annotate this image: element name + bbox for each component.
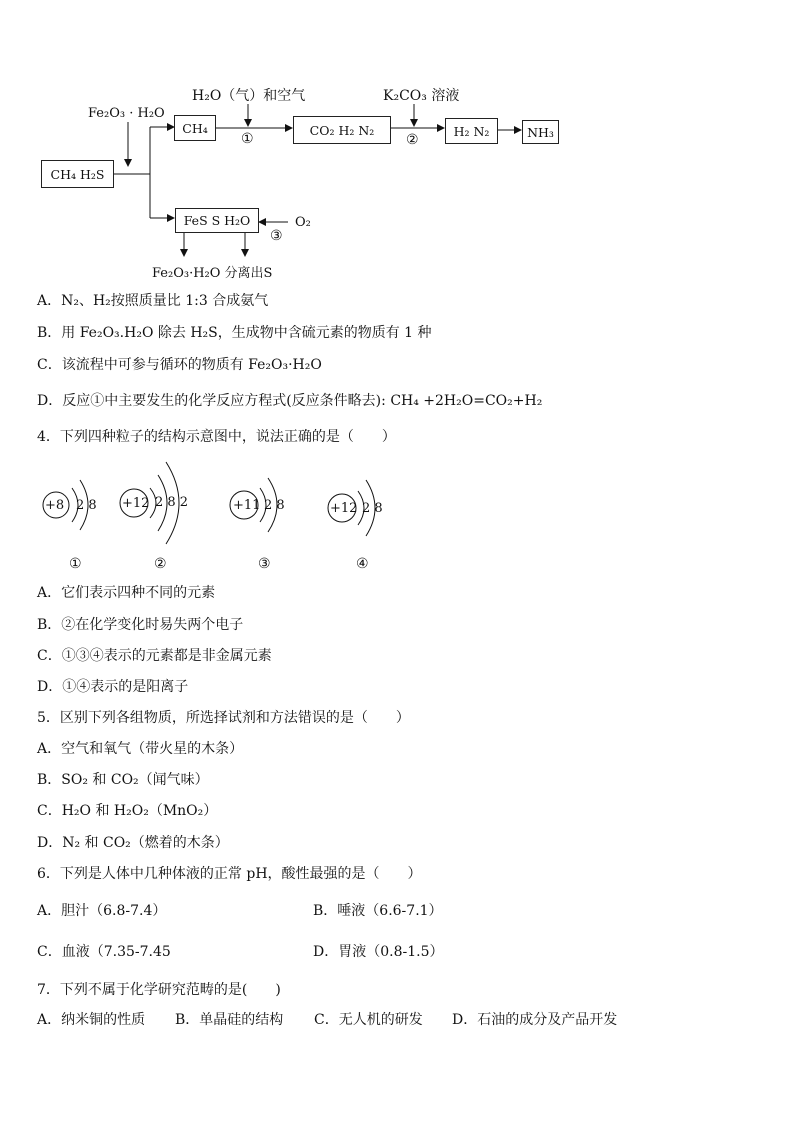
q7-stem: 7．下列不属于化学研究范畴的是( ) [37, 982, 281, 998]
q6-option-a: A．胆汁（6.8-7.4） [37, 903, 167, 919]
q6-option-b: B．唾液（6.6-7.1） [313, 903, 443, 919]
box-fes-s-h2o: FeS S H₂O [175, 208, 259, 233]
atom-2-nucleus: +12 [122, 496, 150, 511]
q5-option-a: A．空气和氧气（带火星的木条） [37, 741, 244, 757]
q7-option-d: D．石油的成分及产品开发 [452, 1012, 618, 1028]
step-3-marker: ③ [270, 228, 283, 244]
atom-4-label: ④ [356, 556, 369, 572]
box-co2-h2-n2: CO₂ H₂ N₂ [293, 116, 391, 144]
q3-option-c: C．该流程中可参与循环的物质有 Fe₂O₃·H₂O [37, 357, 322, 373]
atom-3-shells: 2 8 [264, 498, 285, 513]
q4-option-b: B．②在化学变化时易失两个电子 [37, 617, 244, 633]
atom-1-label: ① [69, 556, 82, 572]
q6-option-d: D．胃液（0.8-1.5） [313, 944, 444, 960]
q6-stem: 6．下列是人体中几种体液的正常 pH，酸性最强的是（ ） [37, 866, 422, 882]
box-ch4: CH₄ [174, 115, 216, 141]
reagent-fe2o3-h2o: Fe₂O₃ · H₂O [88, 106, 165, 121]
atom-3-label: ③ [258, 556, 271, 572]
atom-4-nucleus: +12 [330, 501, 358, 516]
q3-option-d: D．反应①中主要发生的化学反应方程式(反应条件略去): CH₄ +2H₂O=CO₂+H₂ [37, 393, 543, 409]
q4-option-d: D．①④表示的是阳离子 [37, 679, 189, 695]
q6-option-c: C．血液（7.35-7.45 [37, 944, 171, 960]
q3-option-b: B．用 Fe₂O₃.H₂O 除去 H₂S，生成物中含硫元素的物质有 1 种 [37, 325, 432, 341]
atom-3-nucleus: +11 [233, 498, 261, 513]
label-h2o-air: H₂O（气）和空气 [192, 88, 306, 104]
q5-option-d: D．N₂ 和 CO₂（燃着的木条） [37, 835, 229, 851]
q7-option-c: C．无人机的研发 [314, 1012, 423, 1028]
q5-option-c: C．H₂O 和 H₂O₂（MnO₂） [37, 803, 218, 819]
q5-option-b: B．SO₂ 和 CO₂（闻气味） [37, 772, 209, 788]
box-nh3: NH₃ [522, 120, 559, 144]
q4-option-a: A．它们表示四种不同的元素 [37, 585, 216, 601]
q4-stem: 4．下列四种粒子的结构示意图中，说法正确的是（ ） [37, 429, 396, 445]
q5-stem: 5．区别下列各组物质，所选择试剂和方法错误的是（ ） [37, 710, 410, 726]
q3-option-a: A．N₂、H₂按照质量比 1:3 合成氨气 [37, 293, 269, 309]
q7-option-b: B．单晶硅的结构 [175, 1012, 284, 1028]
atom-2-shells: 2 8 2 [155, 495, 189, 510]
step-2-marker: ② [406, 132, 419, 148]
box-h2-n2: H₂ N₂ [445, 118, 498, 144]
label-k2co3: K₂CO₃ 溶液 [383, 88, 460, 104]
q7-option-a: A．纳米铜的性质 [37, 1012, 146, 1028]
atom-1-shells: 2 8 [76, 498, 97, 513]
step-1-marker: ① [241, 131, 254, 147]
label-o2: O₂ [295, 215, 311, 230]
q4-option-c: C．①③④表示的元素都是非金属元素 [37, 648, 272, 664]
bottom-output: Fe₂O₃·H₂O 分离出S [152, 266, 273, 281]
atom-4-shells: 2 8 [362, 501, 383, 516]
atom-1-nucleus: +8 [45, 498, 65, 513]
box-ch4-h2s: CH₄ H₂S [41, 160, 114, 188]
atom-2-label: ② [154, 556, 167, 572]
